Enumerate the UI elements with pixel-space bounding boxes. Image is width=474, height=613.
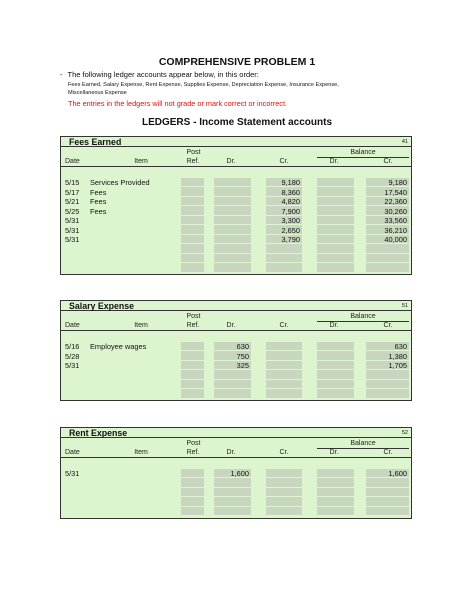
item-heading: Item <box>134 449 148 456</box>
grading-warning: The entries in the ledgers will not grade or mark correct or incorrect. <box>68 98 287 108</box>
entry-balance-credit: 630 <box>394 342 407 351</box>
entry-credit: 3,790 <box>281 235 300 244</box>
entry-item: Services Provided <box>90 178 150 187</box>
credit-heading: Cr. <box>279 322 289 329</box>
entry-item: Fees <box>90 197 107 206</box>
account-name: Fees Earned <box>69 137 122 147</box>
table-row <box>61 390 411 400</box>
debit-heading: Dr. <box>226 322 236 329</box>
entry-balance-credit: 36,210 <box>384 225 407 235</box>
instruction-text: The following ledger accounts appear below, in this order: <box>67 70 259 79</box>
entry-date: 5/31 <box>65 216 80 225</box>
entry-date: 5/21 <box>65 197 80 206</box>
entry-credit: 7,900 <box>281 206 300 216</box>
entry-balance-credit: 33,560 <box>384 216 407 225</box>
balance-heading: Balance <box>350 149 376 156</box>
date-heading: Date <box>65 449 80 456</box>
post-heading: Post <box>186 149 201 156</box>
entry-balance-credit: 17,540 <box>384 187 407 197</box>
ledger-header <box>61 137 411 147</box>
entry-credit: 2,650 <box>281 225 300 235</box>
entry-debit: 630 <box>236 342 249 351</box>
ref-heading: Ref. <box>186 158 200 165</box>
entry-balance-credit: 1,705 <box>388 361 407 370</box>
heading-underline <box>61 330 411 331</box>
table-row <box>61 507 411 517</box>
entry-balance-credit: 40,000 <box>384 235 407 244</box>
account-number: 41 <box>401 139 408 145</box>
entry-item: Fees <box>90 187 107 197</box>
ref-heading: Ref. <box>186 449 200 456</box>
entry-debit: 750 <box>236 351 249 361</box>
account-number: 51 <box>401 303 408 309</box>
bullet-dash: - <box>60 70 63 79</box>
balance-debit-heading: Dr. <box>329 158 339 165</box>
item-heading: Item <box>134 322 148 329</box>
page-title: COMPREHENSIVE PROBLEM 1 <box>158 56 316 68</box>
post-heading: Post <box>186 440 201 447</box>
balance-credit-heading: Cr. <box>383 158 393 165</box>
entry-balance-credit: 1,380 <box>388 351 407 361</box>
ledger-salary-expense <box>60 300 412 401</box>
entry-date: 5/31 <box>65 469 80 478</box>
ref-heading: Ref. <box>186 322 200 329</box>
entry-date: 5/31 <box>65 235 80 244</box>
entry-date: 5/17 <box>65 187 80 197</box>
balance-credit-heading: Cr. <box>383 322 393 329</box>
balance-heading: Balance <box>350 313 376 320</box>
item-heading: Item <box>134 158 148 165</box>
date-heading: Date <box>65 322 80 329</box>
debit-heading: Dr. <box>226 158 236 165</box>
table-row <box>61 264 411 274</box>
entry-date: 5/16 <box>65 342 80 351</box>
ledger-rent-expense <box>60 427 412 519</box>
entry-credit: 4,820 <box>281 197 300 206</box>
account-name: Rent Expense <box>69 428 128 438</box>
entry-item: Employee wages <box>90 342 147 351</box>
entry-date: 5/31 <box>65 225 80 235</box>
entry-balance-credit: 22,360 <box>384 197 407 206</box>
entry-date: 5/25 <box>65 206 80 216</box>
balance-underline <box>317 157 409 158</box>
balance-credit-heading: Cr. <box>383 449 393 456</box>
heading-underline <box>61 457 411 458</box>
date-heading: Date <box>65 158 80 165</box>
post-heading: Post <box>186 313 201 320</box>
entry-item: Fees <box>90 206 107 216</box>
entry-date: 5/28 <box>65 351 80 361</box>
balance-debit-heading: Dr. <box>329 449 339 456</box>
entry-balance-credit: 1,600 <box>388 469 407 478</box>
accounts-list: Fees Earned, Salary Expense, Rent Expense, Supplies Expense, Depreciation Expense, Insurance Expense, <box>68 81 339 88</box>
entry-credit: 9,180 <box>281 178 300 187</box>
ledger-fees-earned <box>60 136 412 275</box>
credit-heading: Cr. <box>279 158 289 165</box>
debit-heading: Dr. <box>226 449 236 456</box>
balance-debit-heading: Dr. <box>329 322 339 329</box>
entry-date: 5/15 <box>65 178 80 187</box>
entry-date: 5/31 <box>65 361 80 370</box>
instructions <box>60 69 339 109</box>
entry-balance-credit: 9,180 <box>388 178 407 187</box>
balance-heading: Balance <box>350 440 376 447</box>
balance-underline <box>317 321 409 322</box>
entry-debit: 325 <box>236 361 249 370</box>
entry-credit: 8,360 <box>281 187 300 197</box>
heading-underline <box>61 166 411 167</box>
entry-credit: 3,300 <box>281 216 300 225</box>
entry-debit: 1,600 <box>230 469 249 478</box>
section-title: LEDGERS - Income Statement accounts <box>141 117 333 128</box>
credit-heading: Cr. <box>279 449 289 456</box>
account-number: 52 <box>401 430 408 436</box>
balance-underline <box>317 448 409 449</box>
accounts-list-cont: Miscellaneous Expense <box>68 90 127 97</box>
entry-balance-credit: 30,260 <box>384 206 407 216</box>
ledger-header <box>61 301 411 311</box>
account-name: Salary Expense <box>69 301 135 311</box>
ledger-header <box>61 428 411 438</box>
